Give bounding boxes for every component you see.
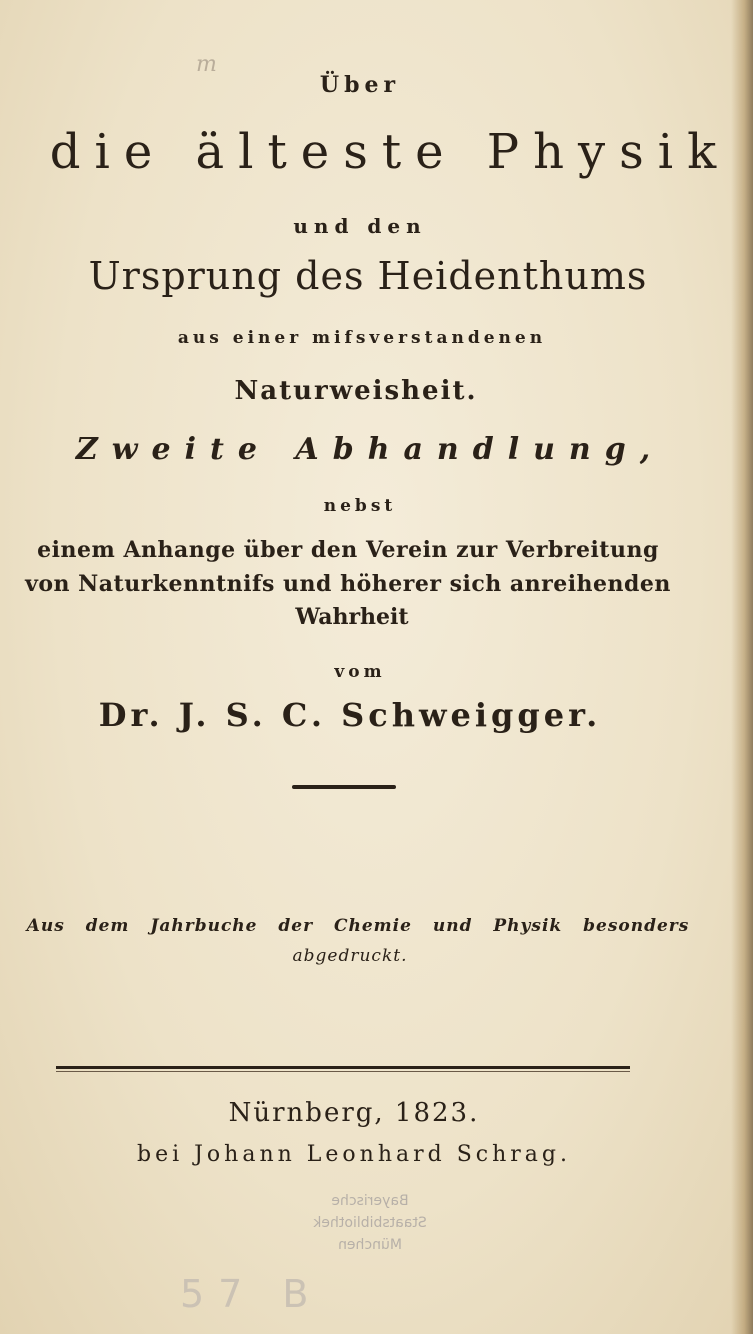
title-ueber: Über (319, 72, 401, 98)
library-stamp-line: München (338, 1237, 402, 1253)
author-name: Dr. J. S. C. Schweigger. (98, 696, 602, 734)
imprint-rule-thin (56, 1071, 630, 1072)
library-stamp-line: Bayerische (331, 1193, 409, 1209)
ornamental-rule (292, 785, 396, 789)
title-anhang-line-2: von Naturkenntnifs und höherer sich anreihenden (25, 571, 671, 597)
imprint-place-year: Nürnberg, 1823. (228, 1098, 480, 1128)
handwritten-note: m (196, 52, 217, 77)
title-wahrheit: Wahrheit (295, 604, 409, 630)
title-und-den: und den (293, 214, 427, 238)
title-anhang-line-1: einem Anhange über den Verein zur Verbreitung (37, 537, 659, 563)
imprint-rule (56, 1066, 630, 1069)
library-stamp-line: Staatsbibliothek (313, 1215, 427, 1231)
page-edge-shadow (731, 0, 753, 1334)
title-aus-einer: aus einer mifsverstandenen (177, 328, 547, 348)
title-zweite-abhandlung: Zweite Abhandlung, (75, 432, 665, 467)
title-ursprung: Ursprung des Heidenthums (88, 254, 648, 298)
reprint-note-line-2: abgedruckt. (292, 946, 408, 966)
title-vom: vom (334, 662, 386, 682)
title-nebst: nebst (323, 496, 397, 516)
imprint-publisher: bei Johann Leonhard Schrag. (136, 1142, 571, 1167)
library-stamp (290, 1190, 450, 1280)
shelfmark: 57 B (180, 1272, 323, 1316)
title-naturweisheit: Naturweisheit. (234, 376, 478, 406)
main-title: die älteste Physik (49, 124, 731, 180)
reprint-note-line-1: Aus dem Jahrbuche der Chemie und Physik besonders (26, 916, 690, 936)
